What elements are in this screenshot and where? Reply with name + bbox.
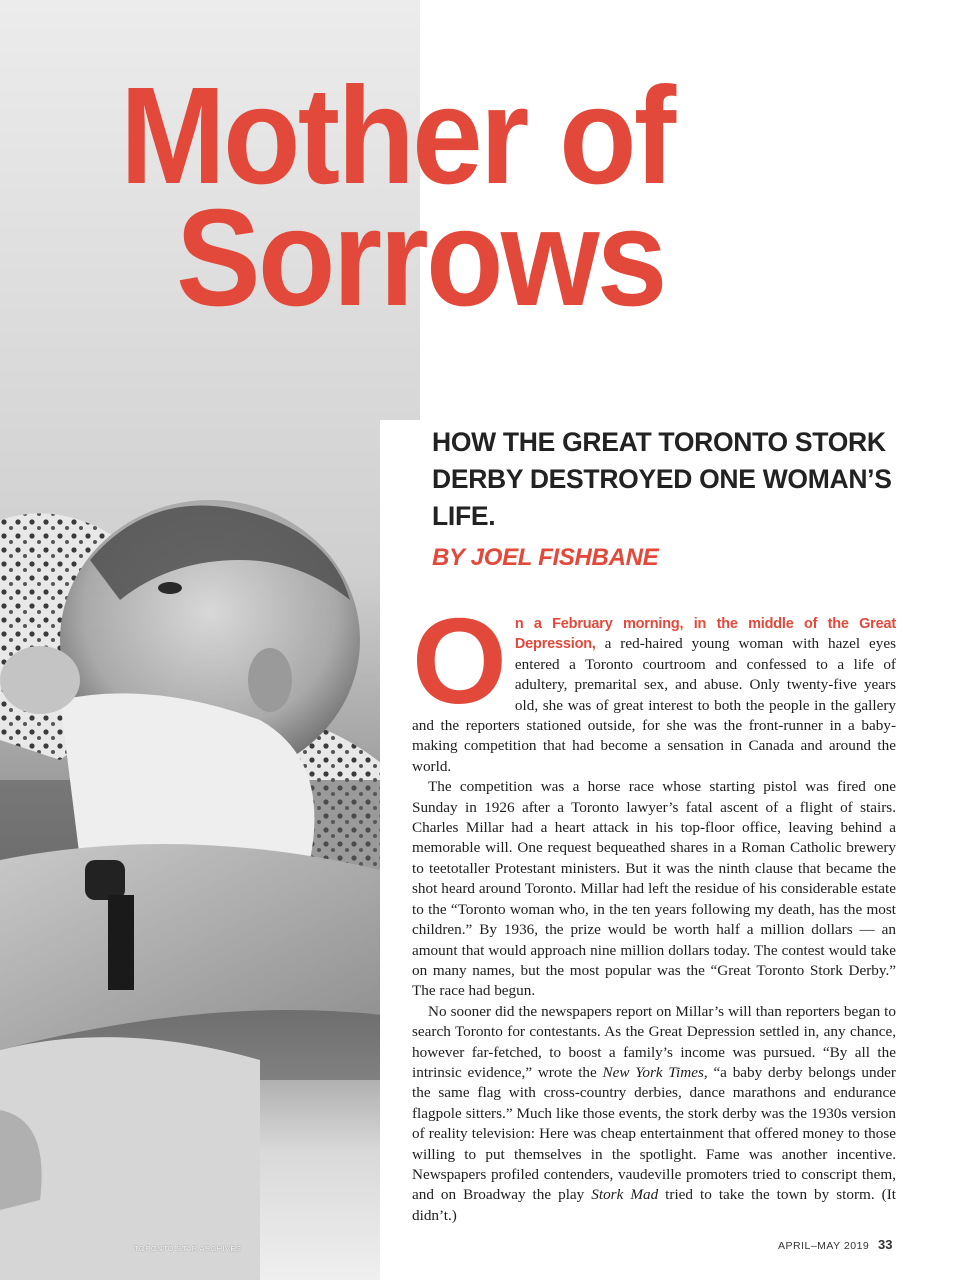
article-byline: BY JOEL FISHBANE: [432, 544, 659, 571]
newspaper-title: New York Times: [602, 1063, 704, 1081]
title-line-1: Mother of: [120, 59, 674, 213]
article-subtitle: HOW THE GREAT TORONTO STORK DERBY DESTROYED ONE WOMAN’S LIFE.: [432, 427, 892, 531]
watch-icon: [85, 860, 125, 900]
paragraph-1-text: a red-haired young woman with hazel eyes entered a Toronto courtroom and confessed to a life of adultery, premarital sex, and abuse. Only twenty-five years old, she was of great interest to both the people in the gallery and the reporters stationed outside, for she was the front-runner in a baby-making competition that had become a sensation in Canada and around the world.: [412, 635, 896, 775]
lead-in: n a February morning, in the middle of the Great Depression,: [514, 616, 896, 653]
article-body: [412, 593, 896, 1226]
issue-date: APRIL–MAY 2019: [778, 1240, 870, 1252]
paragraph-1: [412, 593, 896, 777]
play-title: Stork Mad: [591, 1186, 659, 1204]
paragraph-3-text-b: , “a baby derby belongs under the same flag with cross-country derbies, dance marathons and endurance flagpole sitters.” Much like those events, the stork derby was the 1930s version of reality television: Here was cheap entertainment that offered money to those willing to put themselves in the spotlight. Fame was another incentive. Newspapers profiled contenders, vaudeville promoters tried to conscript them, and on Broadway the play: [412, 1063, 896, 1204]
drop-cap: O: [412, 593, 507, 729]
paragraph-3-text-c: tried to take the town by storm. (It didn’t.): [412, 1186, 896, 1224]
paragraph-3: [412, 1002, 896, 1226]
page-number: 33: [878, 1237, 893, 1252]
paragraph-2: The competition was a horse race whose starting pistol was fired one Sunday in 1926 after a Toronto lawyer’s fatal ascent of a flight of stairs. Charles Millar had a heart attack in his top-floor office, leaving behind a memorable will. One request bequeathed shares in a Roman Catholic brewery to teetotaller Protestant ministers. But it was the ninth clause that became the shot heard around Toronto. Millar had left the residue of his considerable estate to the “Toronto woman who, in the ten years following my death, has the most children.” By 1936, the prize would be worth half a million dollars — an amount that would approach nine million dollars today. The contest would take on many names, but the most popular was the “Great Toronto Stork Derby.” The race had begun.: [412, 778, 896, 1000]
baby-eye: [158, 582, 182, 594]
photo-credit: TORONTO STAR ARCHIVES: [134, 1244, 242, 1253]
title-line-2: Sorrows: [176, 181, 665, 335]
paragraph-3-text-a: No sooner did the newspapers report on Millar’s will than reporters began to search Toronto for contestants. As the Great Depression settled in, any chance, however far-fetched, to boost a family’s income was pursued. “By all the intrinsic evidence,” wrote the: [412, 1002, 896, 1081]
